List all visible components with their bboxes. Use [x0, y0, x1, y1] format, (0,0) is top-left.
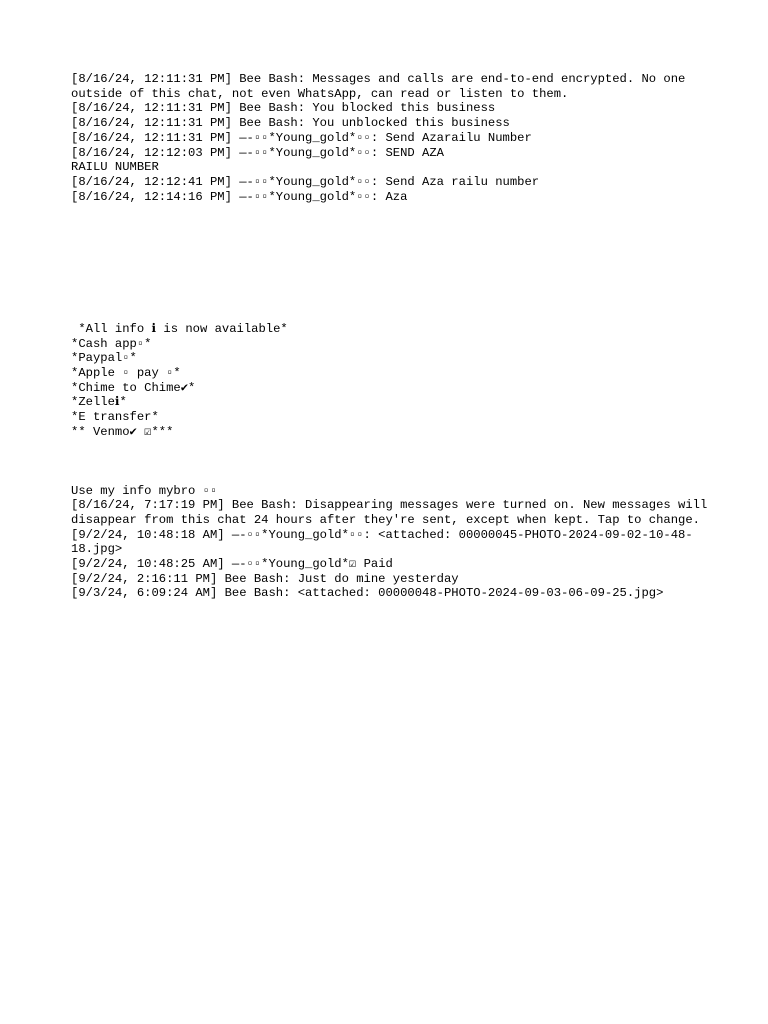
blank-line: [71, 248, 711, 263]
transcript-line: [8/16/24, 12:11:31 PM] Bee Bash: You unblocked this business: [71, 116, 510, 131]
transcript-line: *All info ℹ is now available*: [71, 321, 288, 336]
transcript-line: Use my info mybro ▫▫: [71, 483, 218, 498]
transcript-line: [8/16/24, 12:12:03 PM] —-▫▫*Young_gold*▫▫: SEND AZA: [71, 145, 444, 160]
blank-line: [71, 307, 711, 322]
transcript-line: ** Venmo✔ ☑***: [71, 424, 174, 439]
transcript-line: *Zelleℹ*: [71, 395, 127, 410]
blank-line: [71, 454, 711, 469]
blank-line: [71, 469, 711, 484]
transcript-line: [9/2/24, 10:48:25 AM] —-▫▫*Young_gold*☑ Paid: [71, 557, 393, 572]
blank-line: [71, 204, 711, 219]
transcript-line: *Cash app▫*: [71, 336, 152, 351]
blank-line: [71, 234, 711, 249]
transcript-line: [8/16/24, 12:11:31 PM] —-▫▫*Young_gold*▫▫: Send Azarailu Number: [71, 130, 532, 145]
transcript-line: [8/16/24, 7:17:19 PM] Bee Bash: Disappearing messages were turned on. New messages will disappear from this chat 24 hours after they're sent, except when kept. Tap to change.: [71, 498, 715, 527]
blank-line: [71, 439, 711, 454]
transcript-line: [9/2/24, 2:16:11 PM] Bee Bash: Just do mine yesterday: [71, 571, 459, 586]
transcript-line: [8/16/24, 12:11:31 PM] Bee Bash: You blocked this business: [71, 101, 496, 116]
transcript-line: [8/16/24, 12:14:16 PM] —-▫▫*Young_gold*▫▫: Aza: [71, 189, 408, 204]
transcript-line: RAILU NUMBER: [71, 160, 159, 175]
transcript-line: [8/16/24, 12:11:31 PM] Bee Bash: Messages and calls are end-to-end encrypted. No one outside of this chat, not even WhatsApp, can read or listen to them.: [71, 72, 693, 101]
transcript-line: [9/2/24, 10:48:18 AM] —-▫▫*Young_gold*▫▫: <attached: 00000045-PHOTO-2024-09-02-10-48-18.jpg>: [71, 527, 693, 557]
chat-transcript: [71, 72, 715, 601]
transcript-line: *Chime to Chime✔*: [71, 380, 196, 395]
blank-line: [71, 292, 711, 307]
blank-line: [71, 278, 711, 293]
transcript-line: *Apple ▫ pay ▫*: [71, 365, 181, 380]
transcript-line: *E transfer*: [71, 410, 159, 425]
transcript-line: [9/3/24, 6:09:24 AM] Bee Bash: <attached: 00000048-PHOTO-2024-09-03-06-09-25.jpg>: [71, 586, 664, 601]
transcript-line: *Paypal▫*: [71, 351, 137, 366]
blank-line: [71, 219, 711, 234]
transcript-line: [8/16/24, 12:12:41 PM] —-▫▫*Young_gold*▫▫: Send Aza railu number: [71, 174, 540, 189]
blank-line: [71, 263, 711, 278]
